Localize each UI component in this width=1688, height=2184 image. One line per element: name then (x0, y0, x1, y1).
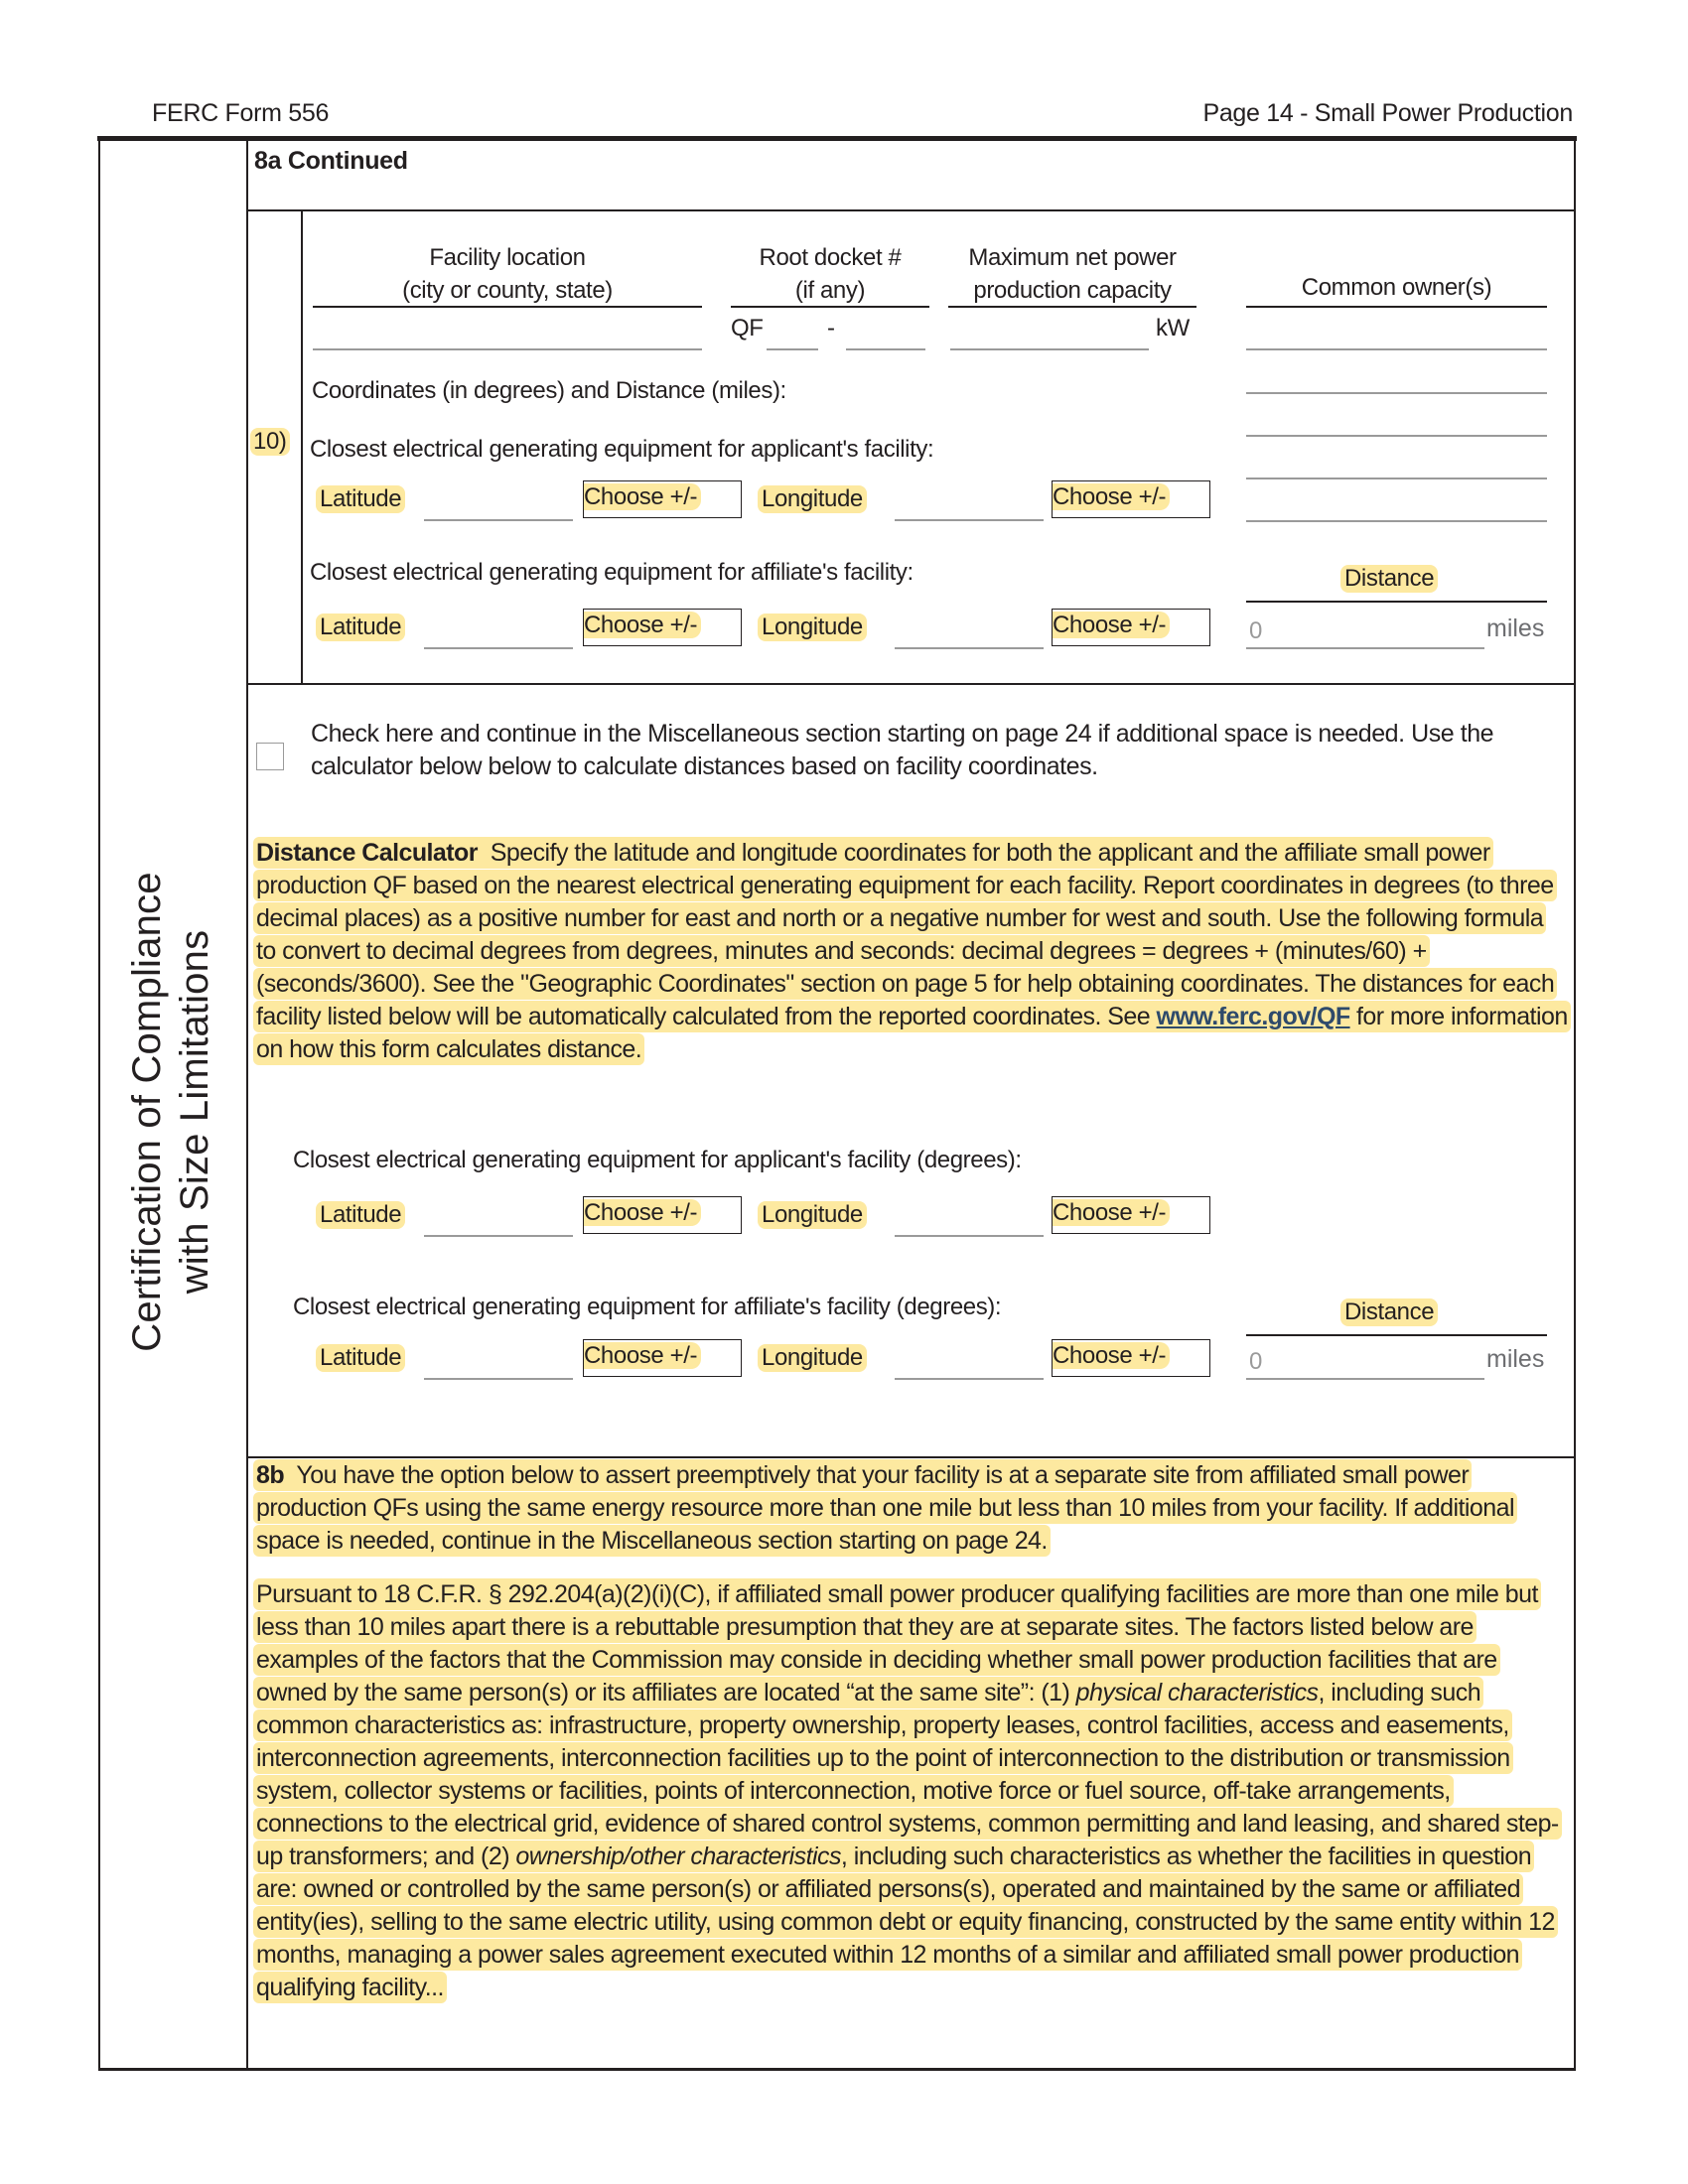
sidebar-title-line2: with Size Limitations (173, 929, 216, 1295)
form-name: FERC Form 556 (152, 99, 330, 127)
calc-affiliate-latitude-label: Latitude (316, 1344, 405, 1372)
calc-applicant-longitude-field[interactable] (895, 1235, 1044, 1237)
continue-misc-text: Check here and continue in the Miscellaneous section starting on page 24 if additional space is needed. Use the calculator below below to calculate distances based on facility coordinates. (311, 720, 1494, 780)
section-8b-divider (246, 1456, 1575, 1458)
common-owner-field-1[interactable] (1246, 348, 1547, 350)
capacity-unit: kW (1156, 315, 1190, 341)
docket-year-field[interactable] (767, 348, 818, 350)
calc-affiliate-longitude-sign-select[interactable]: Choose +/- (1052, 1339, 1210, 1377)
calc-distance-label: Distance (1340, 1298, 1438, 1326)
calc-distance-field[interactable] (1246, 1378, 1484, 1380)
affiliate-latitude-field[interactable] (424, 647, 573, 649)
applicant-longitude-sign-select[interactable]: Choose +/- (1052, 480, 1210, 518)
section-8b-factors: Pursuant to 18 C.F.R. § 292.204(a)(2)(i)(C), if affiliated small power producer qualifying facilities are more than one mile but less than 10 miles apart there is a rebuttable presumption that they are at separate sites. The factors listed below are examples of the factors that the Commission may conside in deciding whether small power production facilities that are owned by the same person(s) or its affiliates are located “at the same site”: (1) physical characteristics, including such common characteristics as: infrastructure, property ownership, property leases, control facilities, access and easements, interconnection agreements, interconnection facilities up to the point of interconnection to the distribution or transmission system, collector systems or facilities, points of interconnection, motive force or fuel source, off-take arrangements, connections to the electrical grid, evidence of shared control systems, common permitting and land leasing, and shared step-up transformers; and (2) ownership/other characteristics, including such characteristics as whether the facilities in question are: owned or controlled by the same person(s) or affiliated persons(s), operated and maintained by the same or affiliated entity(ies), selling to the same electric utility, using common debt or equity financing, constructed by the same entity within 12 months, managing a power sales agreement executed within 12 months of a similar and affiliated small power production qualifying facility... (253, 1578, 1569, 2004)
applicant-longitude-field[interactable] (895, 519, 1044, 521)
calc-affiliate-longitude-field[interactable] (895, 1378, 1044, 1380)
continue-misc-checkbox[interactable] (256, 743, 284, 770)
distance-value: 0 (1249, 617, 1263, 644)
row-number: 10) (250, 428, 290, 456)
docket-number-field[interactable] (846, 348, 925, 350)
calc-affiliate-latitude-sign-select[interactable]: Choose +/- (583, 1339, 742, 1377)
calc-applicant-latitude-field[interactable] (424, 1235, 573, 1237)
frame-right-border (1574, 139, 1576, 2069)
applicant-latitude-label: Latitude (316, 485, 405, 513)
calc-applicant-latitude-label: Latitude (316, 1201, 405, 1229)
section-8a-title: 8a Continued (254, 147, 408, 175)
capacity-field[interactable] (950, 348, 1149, 350)
section-8b-label: 8b (256, 1461, 285, 1489)
facility-location-field[interactable] (313, 348, 702, 350)
section-8b-intro: 8b You have the option below to assert preemptively that your facility is at a separate site from affiliated small power production QFs using the same energy resource more than one mile but less than 10 miles from your facility. If additional space is needed, continue in the Miscellaneous section starting on page 24. (253, 1459, 1569, 1558)
affiliate-latitude-label: Latitude (316, 614, 405, 641)
sidebar (98, 139, 247, 2069)
common-owner-field-2[interactable] (1246, 392, 1547, 394)
distance-calculator-instructions: Distance Calculator Specify the latitude and longitude coordinates for both the applicant and the affiliate small power production QF based on the nearest electrical generating equipment for each facility. Report coordinates in degrees (to three decimal places) as a positive number for east and north or a negative number for west and south. Use the following formula to convert to decimal degrees from degrees, minutes and seconds: decimal degrees = degrees + (minutes/60) + (seconds/3600). See the "Geographic Coordinates" section on page 5 for help obtaining coordinates. The distances for each facility listed below will be automatically calculated from the reported coordinates. See www.ferc.gov/QF for more information on how this form calculates distance. (253, 837, 1569, 1066)
page-label: Page 14 - Small Power Production (1202, 99, 1573, 127)
ferc-qf-link[interactable]: www.ferc.gov/QF (1156, 1003, 1350, 1030)
calc-applicant-latitude-sign-select[interactable]: Choose +/- (583, 1196, 742, 1234)
section-8a-bottom-divider (246, 683, 1575, 685)
calc-distance-header-rule (1246, 1334, 1547, 1336)
calc-applicant-longitude-label: Longitude (758, 1201, 867, 1229)
applicant-equipment-label: Closest electrical generating equipment for applicant's facility: (310, 436, 934, 463)
calc-applicant-longitude-sign-select[interactable]: Choose +/- (1052, 1196, 1210, 1234)
row-number-column-border (301, 209, 303, 684)
root-docket-header-rule (731, 306, 929, 308)
sidebar-title (123, 685, 222, 1539)
affiliate-longitude-sign-select[interactable]: Choose +/- (1052, 609, 1210, 646)
capacity-header: Maximum net power production capacity (968, 244, 1177, 304)
affiliate-equipment-label: Closest electrical generating equipment for affiliate's facility: (310, 559, 914, 586)
distance-field[interactable] (1246, 647, 1484, 649)
common-owner-field-3[interactable] (1246, 435, 1547, 437)
affiliate-latitude-sign-select[interactable]: Choose +/- (583, 609, 742, 646)
calc-affiliate-latitude-field[interactable] (424, 1378, 573, 1380)
capacity-header-rule (948, 306, 1196, 308)
section-8a-divider (246, 209, 1575, 211)
common-owners-header-rule (1246, 306, 1547, 308)
distance-unit: miles (1486, 614, 1545, 642)
applicant-latitude-field[interactable] (424, 519, 573, 521)
header-rule (97, 136, 1577, 141)
sidebar-title-line1: Certification of Compliance (125, 872, 169, 1352)
calc-applicant-label: Closest electrical generating equipment for applicant's facility (degrees): (293, 1147, 1022, 1173)
applicant-longitude-label: Longitude (758, 485, 867, 513)
applicant-latitude-sign-select[interactable]: Choose +/- (583, 480, 742, 518)
facility-location-header-rule (313, 306, 702, 308)
common-owner-field-4[interactable] (1246, 478, 1547, 479)
distance-label: Distance (1340, 565, 1438, 593)
frame-bottom-border (98, 2068, 1576, 2071)
calc-distance-unit: miles (1486, 1345, 1545, 1373)
root-docket-header: Root docket # (if any) (759, 244, 902, 304)
calc-distance-value: 0 (1249, 1348, 1263, 1375)
distance-header-rule (1246, 601, 1547, 603)
distance-calculator-title: Distance Calculator (256, 839, 478, 867)
common-owners-header: Common owner(s) (1301, 274, 1492, 301)
facility-location-header: Facility location (city or county, state) (402, 244, 613, 304)
affiliate-longitude-field[interactable] (895, 647, 1044, 649)
common-owner-field-5[interactable] (1246, 520, 1547, 522)
coordinates-label: Coordinates (in degrees) and Distance (miles): (312, 377, 786, 404)
docket-separator: - (827, 315, 835, 341)
calc-affiliate-longitude-label: Longitude (758, 1344, 867, 1372)
calc-affiliate-label: Closest electrical generating equipment for affiliate's facility (degrees): (293, 1294, 1002, 1320)
affiliate-longitude-label: Longitude (758, 614, 867, 641)
docket-prefix: QF (731, 315, 764, 341)
